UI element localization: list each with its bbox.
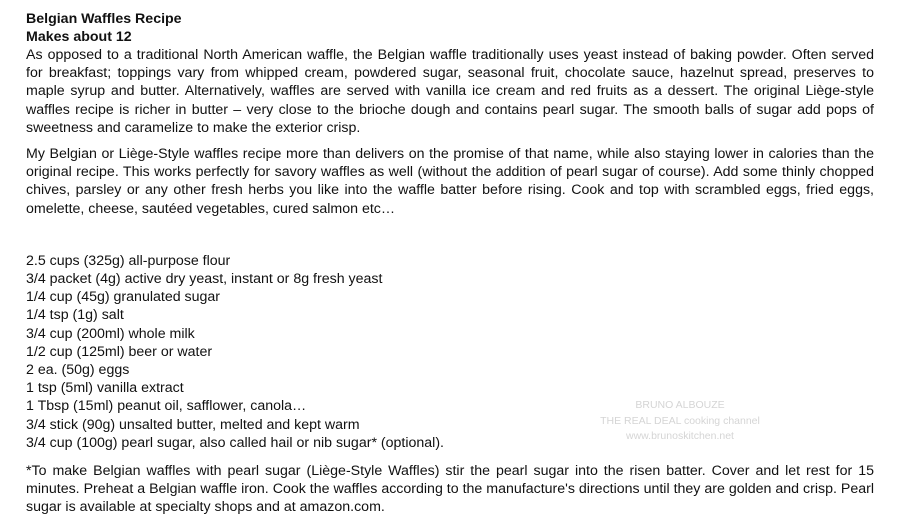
ingredient-item: 3/4 cup (100g) pearl sugar, also called hail or nib sugar* (optional). (26, 434, 444, 451)
ingredient-item: 1/4 tsp (1g) salt (26, 307, 124, 324)
ingredient-item: 1/2 cup (125ml) beer or water (26, 343, 213, 360)
footnote: *To make Belgian waffles with pearl sugar (Liège-Style Waffles) stir the pearl sugar into the risen batter. Cover and let rest for 15 minutes. Preheat a Belgian waffle iron. Cook the waffles according to the manufacture's directions until they are golden and crisp. Pearl sugar is available at specialty shops and at amazon.com. (26, 463, 874, 516)
ingredient-item: 3/4 stick (90g) unsalted butter, melted and kept warm (26, 416, 360, 433)
ingredient-list (26, 252, 874, 452)
intro-paragraph-1: As opposed to a traditional North American waffle, the Belgian waffle traditionally uses yeast instead of baking powder. Often served for breakfast; toppings vary from whipped cream, powdered sugar, seasonal fruit, chocolate sauce, hazelnut spread, preserves to maple syrup and butter. Alternatively, waffles are served with vanilla ice cream and red fruits as a dessert. The original Liège-style waffles recipe is richer in butter – very close to the brioche dough and contains pearl sugar. The smooth balls of sugar add pops of sweetness and caramelize to make the exterior crisp. (26, 47, 874, 136)
ingredient-item: 2.5 cups (325g) all-purpose flour (26, 252, 231, 269)
ingredient-item: 3/4 packet (4g) active dry yeast, instant or 8g fresh yeast (26, 271, 383, 288)
ingredient-item: 3/4 cup (200ml) whole milk (26, 325, 195, 342)
recipe-document (26, 10, 874, 531)
ingredient-item: 1 tsp (5ml) vanilla extract (26, 380, 184, 397)
intro-paragraph-2: My Belgian or Liège-Style waffles recipe more than delivers on the promise of that name, while also staying lower in calories than the original recipe. This works perfectly for savory waffles as well (without the addition of pearl sugar of course). Add some thinly chopped chives, parsley or any other fresh herbs you like into the waffle batter before rising. Cook and top with scrambled eggs, fried eggs, omelette, cheese, sautéed vegetables, cured salmon etc… (26, 146, 874, 217)
watermark-line-1: BRUNO ALBOUZE (635, 399, 725, 411)
ingredient-item: 2 ea. (50g) eggs (26, 362, 130, 379)
ingredient-item: 1 Tbsp (15ml) peanut oil, safflower, canola… (26, 398, 307, 415)
recipe-yield: Makes about 12 (26, 29, 132, 45)
watermark-line-2: THE REAL DEAL cooking channel (600, 414, 760, 427)
watermark-line-3: www.brunoskitchen.net (626, 430, 734, 442)
ingredient-item: 1/4 cup (45g) granulated sugar (26, 289, 221, 306)
recipe-title: Belgian Waffles Recipe (26, 11, 182, 27)
